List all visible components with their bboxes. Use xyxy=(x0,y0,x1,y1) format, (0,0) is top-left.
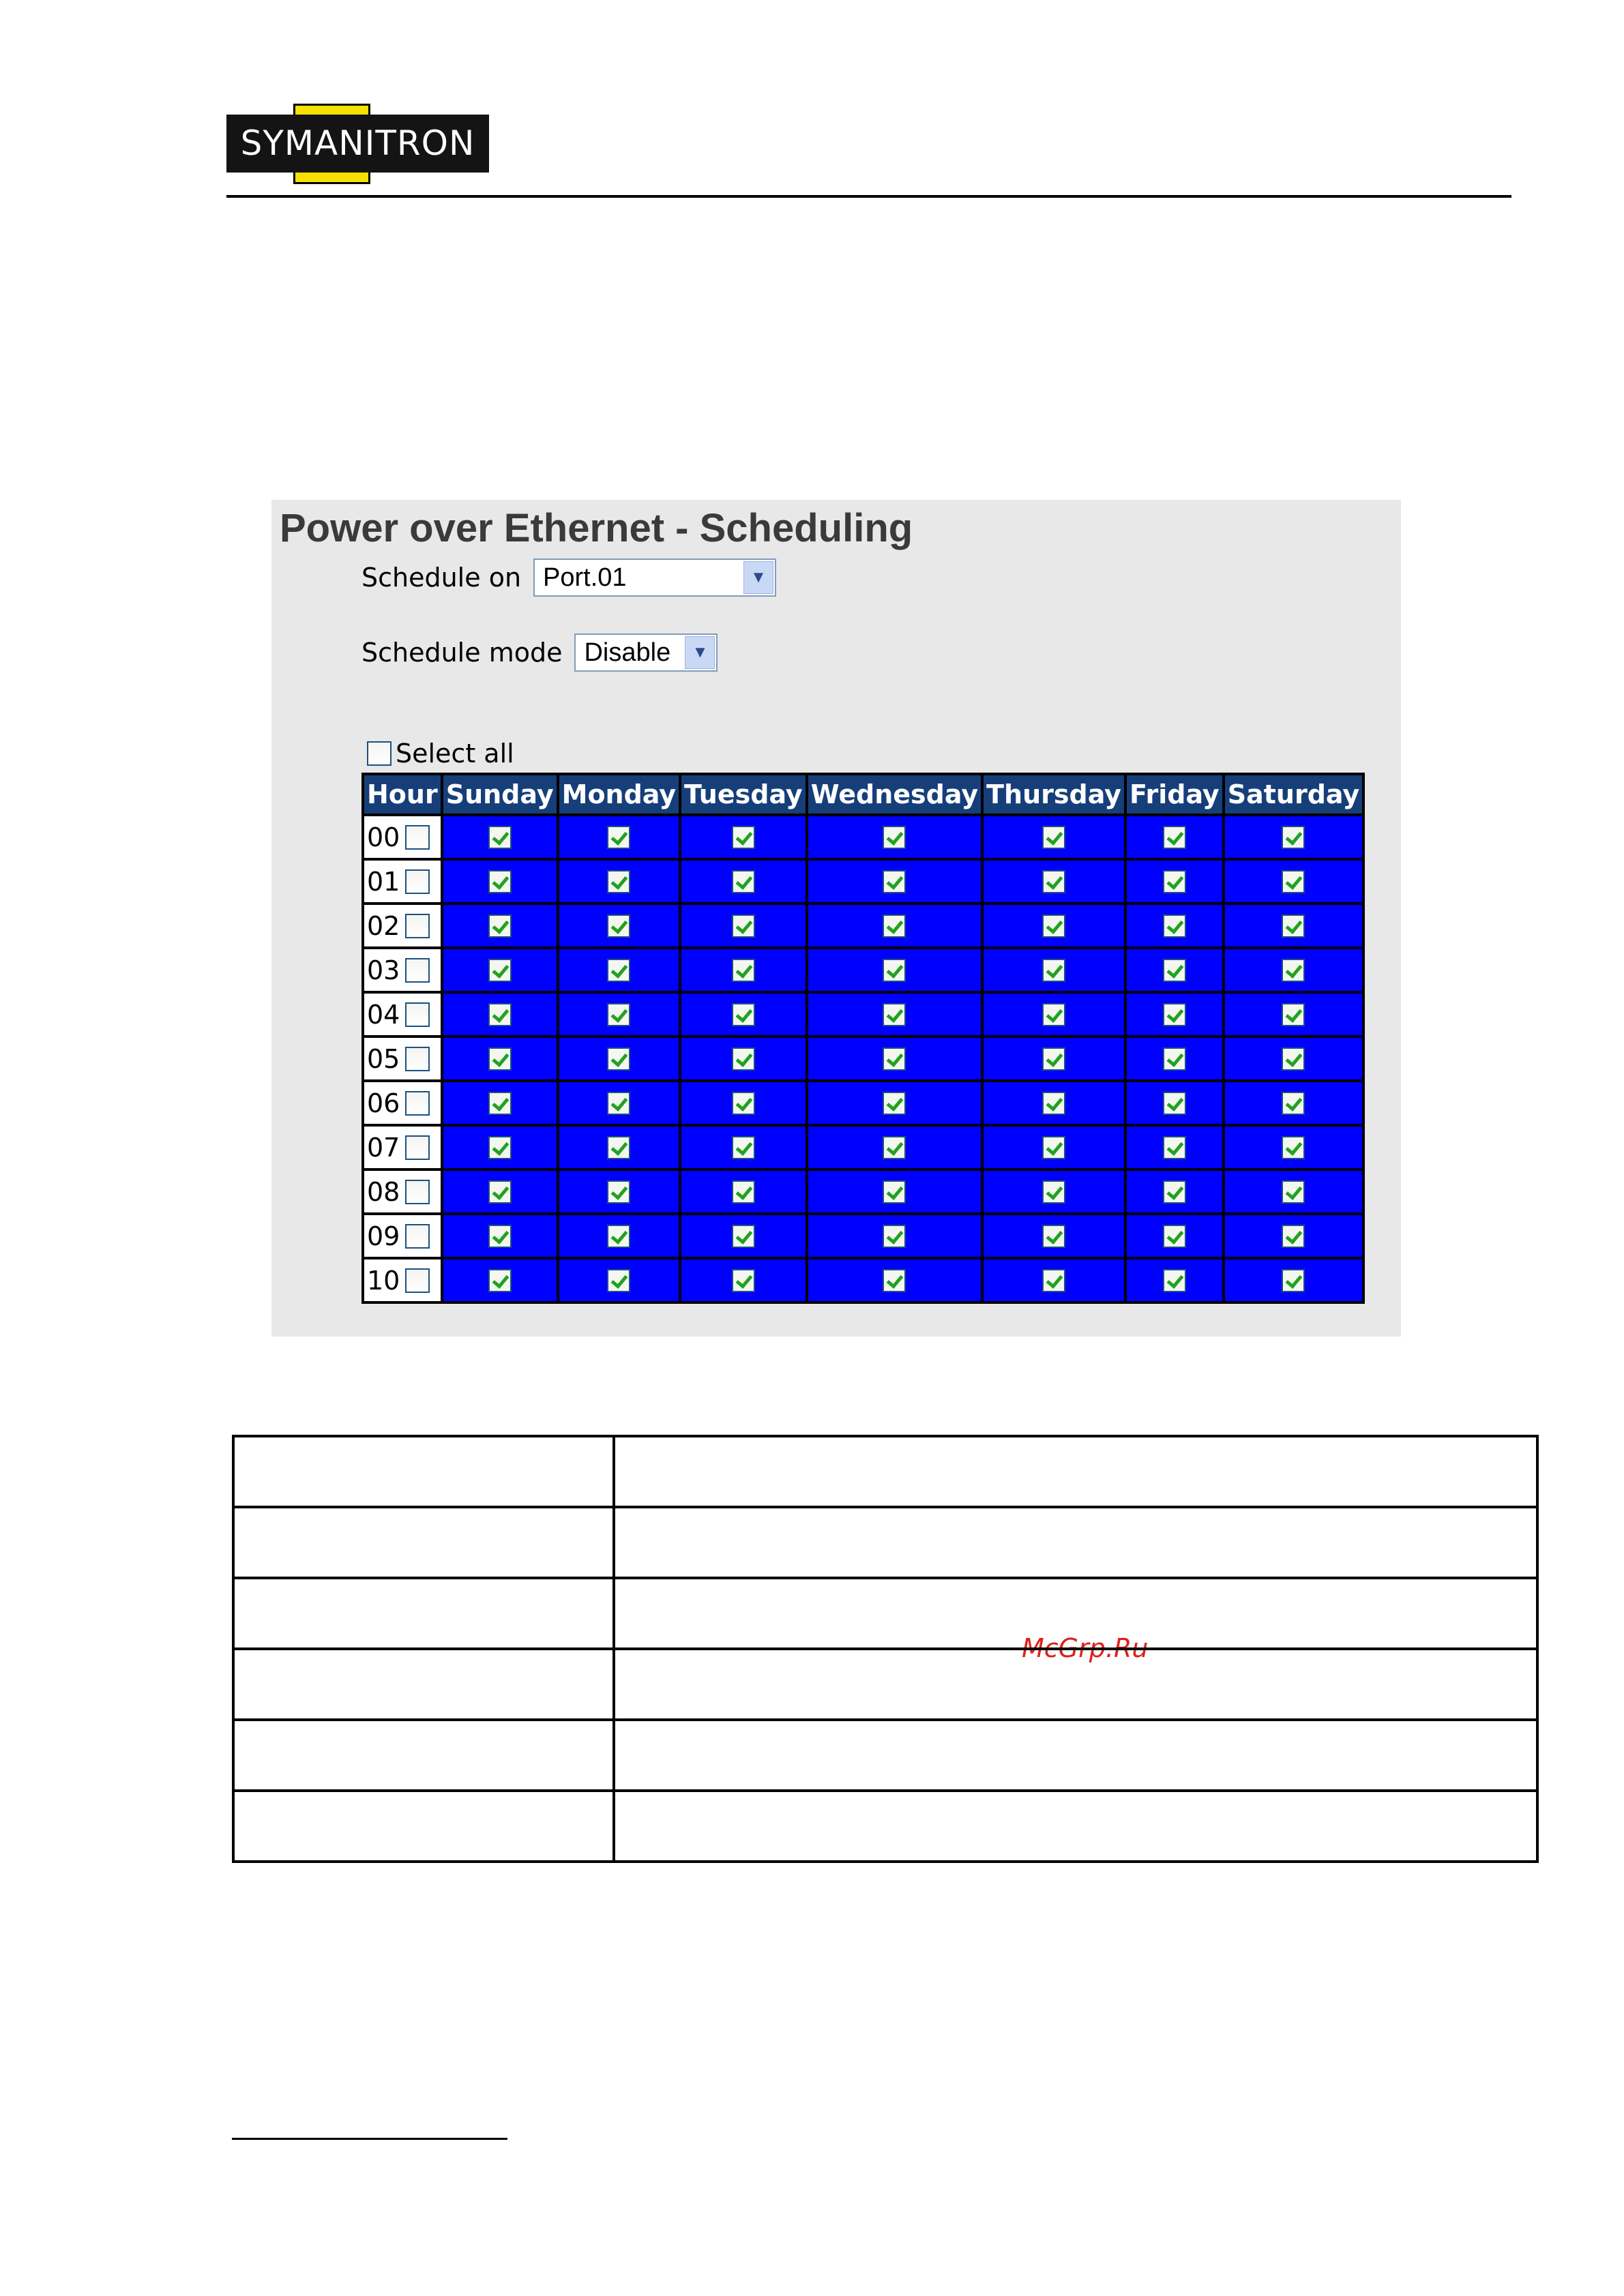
checked-checkbox-icon[interactable] xyxy=(1163,959,1186,982)
day-cell-tuesday xyxy=(680,1214,807,1258)
watermark: McGrp.Ru xyxy=(1022,1633,1149,1663)
day-cell-saturday xyxy=(1224,1037,1363,1081)
day-cell-friday xyxy=(1125,992,1224,1037)
checked-checkbox-icon[interactable] xyxy=(732,826,755,849)
day-cell-monday xyxy=(558,1037,680,1081)
schedule-table-header xyxy=(363,774,1363,815)
hour-cell-content xyxy=(364,1088,441,1118)
checked-checkbox-icon[interactable] xyxy=(1163,1092,1186,1115)
day-cell-thursday xyxy=(982,1081,1125,1125)
day-cell-thursday xyxy=(982,815,1125,859)
checked-checkbox-icon[interactable] xyxy=(1282,826,1305,849)
column-header-thursday: Thursday xyxy=(982,774,1125,815)
day-cell-saturday xyxy=(1224,1169,1363,1214)
checked-checkbox-icon[interactable] xyxy=(883,826,906,849)
day-cell-monday xyxy=(558,815,680,859)
checked-checkbox-icon[interactable] xyxy=(607,870,630,893)
day-cell-thursday xyxy=(982,992,1125,1037)
checked-checkbox-icon[interactable] xyxy=(1042,959,1065,982)
checked-checkbox-icon[interactable] xyxy=(607,1003,630,1026)
day-cell-sunday xyxy=(442,1037,558,1081)
checked-checkbox-icon[interactable] xyxy=(1163,1047,1186,1071)
checked-checkbox-icon[interactable] xyxy=(488,1092,512,1115)
hour-label: 02 xyxy=(367,910,400,941)
table-row xyxy=(363,1169,1363,1214)
schedule-mode-row xyxy=(361,633,718,672)
day-cell-wednesday xyxy=(807,1258,982,1302)
day-cell-thursday xyxy=(982,1125,1125,1169)
checked-checkbox-icon[interactable] xyxy=(1042,1092,1065,1115)
checked-checkbox-icon[interactable] xyxy=(1282,1225,1305,1248)
day-cell-saturday xyxy=(1224,1258,1363,1302)
day-cell-wednesday xyxy=(807,1214,982,1258)
hour-label: 05 xyxy=(367,1043,400,1074)
checked-checkbox-icon[interactable] xyxy=(1042,1225,1065,1248)
day-cell-sunday xyxy=(442,1169,558,1214)
hour-cell xyxy=(363,1169,442,1214)
column-header-sunday: Sunday xyxy=(442,774,558,815)
checked-checkbox-icon[interactable] xyxy=(607,1092,630,1115)
hour-row-checkbox[interactable] xyxy=(405,1268,430,1293)
hour-row-checkbox[interactable] xyxy=(405,914,430,938)
day-cell-thursday xyxy=(982,904,1125,948)
day-cell-sunday xyxy=(442,1258,558,1302)
day-cell-monday xyxy=(558,948,680,992)
hour-cell xyxy=(363,1037,442,1081)
checked-checkbox-icon[interactable] xyxy=(1282,1092,1305,1115)
checked-checkbox-icon[interactable] xyxy=(883,1047,906,1071)
day-cell-thursday xyxy=(982,1214,1125,1258)
hour-cell xyxy=(363,859,442,904)
checked-checkbox-icon[interactable] xyxy=(1042,1180,1065,1204)
table-row xyxy=(233,1791,1537,1862)
checked-checkbox-icon[interactable] xyxy=(883,959,906,982)
checked-checkbox-icon[interactable] xyxy=(883,1225,906,1248)
checked-checkbox-icon[interactable] xyxy=(883,1003,906,1026)
day-cell-monday xyxy=(558,1258,680,1302)
checked-checkbox-icon[interactable] xyxy=(1163,1180,1186,1204)
checked-checkbox-icon[interactable] xyxy=(488,1225,512,1248)
hour-cell-content xyxy=(364,1266,441,1296)
checked-checkbox-icon[interactable] xyxy=(732,1047,755,1071)
chevron-down-icon[interactable]: ▼ xyxy=(685,636,715,669)
table-row xyxy=(363,1037,1363,1081)
day-cell-saturday xyxy=(1224,1214,1363,1258)
day-cell-tuesday xyxy=(680,992,807,1037)
footnote-divider xyxy=(232,2138,507,2140)
hour-cell xyxy=(363,815,442,859)
hour-label: 09 xyxy=(367,1221,400,1251)
table-row xyxy=(233,1578,1537,1649)
hour-cell-content xyxy=(364,911,441,941)
day-cell-friday xyxy=(1125,815,1224,859)
day-cell-thursday xyxy=(982,1258,1125,1302)
checked-checkbox-icon[interactable] xyxy=(1163,870,1186,893)
table-row xyxy=(363,1258,1363,1302)
checked-checkbox-icon[interactable] xyxy=(1282,1047,1305,1071)
day-cell-monday xyxy=(558,904,680,948)
day-cell-monday xyxy=(558,992,680,1037)
hour-cell-content xyxy=(364,1000,441,1030)
day-cell-tuesday xyxy=(680,815,807,859)
checked-checkbox-icon[interactable] xyxy=(883,1180,906,1204)
hour-cell xyxy=(363,948,442,992)
day-cell-friday xyxy=(1125,1081,1224,1125)
checked-checkbox-icon[interactable] xyxy=(1282,1136,1305,1159)
checked-checkbox-icon[interactable] xyxy=(488,959,512,982)
page-title: Power over Ethernet - Scheduling xyxy=(280,506,913,550)
checked-checkbox-icon[interactable] xyxy=(1042,870,1065,893)
checked-checkbox-icon[interactable] xyxy=(488,1180,512,1204)
poe-scheduling-panel xyxy=(271,500,1401,1663)
checked-checkbox-icon[interactable] xyxy=(607,1180,630,1204)
day-cell-friday xyxy=(1125,1214,1224,1258)
day-cell-saturday xyxy=(1224,1081,1363,1125)
table-row xyxy=(363,859,1363,904)
hour-row-checkbox[interactable] xyxy=(405,1091,430,1116)
checked-checkbox-icon[interactable] xyxy=(607,1269,630,1292)
checked-checkbox-icon[interactable] xyxy=(607,914,630,938)
hour-cell xyxy=(363,992,442,1037)
hour-cell-content xyxy=(364,867,441,897)
schedule-on-row xyxy=(361,558,776,597)
day-cell-thursday xyxy=(982,859,1125,904)
schedule-on-label: Schedule on xyxy=(361,563,522,593)
schedule-on-value: Port.01 xyxy=(543,563,627,592)
checked-checkbox-icon[interactable] xyxy=(883,870,906,893)
day-cell-saturday xyxy=(1224,992,1363,1037)
day-cell-sunday xyxy=(442,992,558,1037)
day-cell-sunday xyxy=(442,948,558,992)
checked-checkbox-icon[interactable] xyxy=(883,1092,906,1115)
day-cell-tuesday xyxy=(680,1037,807,1081)
checked-checkbox-icon[interactable] xyxy=(1163,914,1186,938)
column-header-monday: Monday xyxy=(558,774,680,815)
hour-cell-content xyxy=(364,955,441,985)
checked-checkbox-icon[interactable] xyxy=(1042,1047,1065,1071)
day-cell-thursday xyxy=(982,1169,1125,1214)
table-row xyxy=(363,948,1363,992)
day-cell-sunday xyxy=(442,859,558,904)
day-cell-saturday xyxy=(1224,1125,1363,1169)
hour-row-checkbox[interactable] xyxy=(405,1002,430,1027)
day-cell-thursday xyxy=(982,948,1125,992)
checked-checkbox-icon[interactable] xyxy=(488,826,512,849)
hour-row-checkbox[interactable] xyxy=(405,1224,430,1249)
hour-row-checkbox[interactable] xyxy=(405,1047,430,1071)
hour-label: 08 xyxy=(367,1176,400,1207)
day-cell-wednesday xyxy=(807,859,982,904)
checked-checkbox-icon[interactable] xyxy=(607,1136,630,1159)
checked-checkbox-icon[interactable] xyxy=(1282,1269,1305,1292)
table-row xyxy=(233,1436,1537,1507)
table-row xyxy=(363,1125,1363,1169)
day-cell-wednesday xyxy=(807,904,982,948)
day-cell-saturday xyxy=(1224,859,1363,904)
day-cell-tuesday xyxy=(680,1258,807,1302)
checked-checkbox-icon[interactable] xyxy=(1282,870,1305,893)
checked-checkbox-icon[interactable] xyxy=(488,1047,512,1071)
table-row xyxy=(363,904,1363,948)
checked-checkbox-icon[interactable] xyxy=(732,1136,755,1159)
day-cell-tuesday xyxy=(680,1169,807,1214)
hour-row-checkbox[interactable] xyxy=(405,825,430,850)
day-cell-monday xyxy=(558,1125,680,1169)
schedule-table-body xyxy=(363,815,1363,1302)
table-row xyxy=(363,1214,1363,1258)
checked-checkbox-icon[interactable] xyxy=(732,1092,755,1115)
schedule-on-select[interactable] xyxy=(533,558,776,597)
checked-checkbox-icon[interactable] xyxy=(1042,1136,1065,1159)
day-cell-friday xyxy=(1125,948,1224,992)
day-cell-friday xyxy=(1125,904,1224,948)
day-cell-sunday xyxy=(442,1214,558,1258)
hour-label: 10 xyxy=(367,1265,400,1296)
checked-checkbox-icon[interactable] xyxy=(732,870,755,893)
day-cell-wednesday xyxy=(807,992,982,1037)
hour-cell-content xyxy=(364,1133,441,1163)
checked-checkbox-icon[interactable] xyxy=(1042,826,1065,849)
day-cell-friday xyxy=(1125,1169,1224,1214)
select-all-checkbox[interactable] xyxy=(367,741,392,766)
select-all-label: Select all xyxy=(396,739,514,769)
schedule-mode-value: Disable xyxy=(584,638,671,667)
checked-checkbox-icon[interactable] xyxy=(1042,1269,1065,1292)
checked-checkbox-icon[interactable] xyxy=(732,1180,755,1204)
day-cell-sunday xyxy=(442,1125,558,1169)
logo-text: SYMANITRON xyxy=(240,123,475,163)
hour-row-checkbox[interactable] xyxy=(405,1180,430,1204)
table-row xyxy=(233,1507,1537,1578)
chevron-down-icon[interactable]: ▼ xyxy=(743,561,773,594)
day-cell-wednesday xyxy=(807,948,982,992)
column-header-wednesday: Wednesday xyxy=(807,774,982,815)
hour-label: 03 xyxy=(367,955,400,985)
symanitron-logo xyxy=(226,104,489,184)
checked-checkbox-icon[interactable] xyxy=(488,1003,512,1026)
checked-checkbox-icon[interactable] xyxy=(488,870,512,893)
table-row xyxy=(233,1720,1537,1791)
checked-checkbox-icon[interactable] xyxy=(732,1269,755,1292)
hour-cell xyxy=(363,1125,442,1169)
day-cell-tuesday xyxy=(680,948,807,992)
hour-cell xyxy=(363,1214,442,1258)
checked-checkbox-icon[interactable] xyxy=(732,914,755,938)
day-cell-wednesday xyxy=(807,1125,982,1169)
day-cell-sunday xyxy=(442,904,558,948)
description-table xyxy=(232,1435,1539,1863)
schedule-mode-select[interactable] xyxy=(574,633,718,672)
table-row xyxy=(363,992,1363,1037)
checked-checkbox-icon[interactable] xyxy=(1042,914,1065,938)
checked-checkbox-icon[interactable] xyxy=(1282,1003,1305,1026)
checked-checkbox-icon[interactable] xyxy=(732,959,755,982)
schedule-table xyxy=(361,773,1365,1304)
day-cell-thursday xyxy=(982,1037,1125,1081)
checked-checkbox-icon[interactable] xyxy=(488,1269,512,1292)
column-header-hour: Hour xyxy=(363,774,442,815)
day-cell-monday xyxy=(558,859,680,904)
table-row xyxy=(233,1649,1537,1720)
checked-checkbox-icon[interactable] xyxy=(607,1225,630,1248)
checked-checkbox-icon[interactable] xyxy=(488,914,512,938)
checked-checkbox-icon[interactable] xyxy=(732,1225,755,1248)
hour-label: 01 xyxy=(367,866,400,897)
select-all-row xyxy=(367,739,514,769)
checked-checkbox-icon[interactable] xyxy=(883,1269,906,1292)
day-cell-friday xyxy=(1125,1125,1224,1169)
checked-checkbox-icon[interactable] xyxy=(1163,1136,1186,1159)
day-cell-tuesday xyxy=(680,904,807,948)
hour-label: 00 xyxy=(367,822,400,852)
header-divider xyxy=(226,195,1511,198)
checked-checkbox-icon[interactable] xyxy=(1163,1269,1186,1292)
day-cell-friday xyxy=(1125,1258,1224,1302)
day-cell-saturday xyxy=(1224,815,1363,859)
day-cell-saturday xyxy=(1224,904,1363,948)
checked-checkbox-icon[interactable] xyxy=(1163,826,1186,849)
day-cell-wednesday xyxy=(807,1081,982,1125)
column-header-saturday: Saturday xyxy=(1224,774,1363,815)
day-cell-monday xyxy=(558,1214,680,1258)
day-cell-friday xyxy=(1125,859,1224,904)
hour-cell-content xyxy=(364,822,441,852)
hour-label: 06 xyxy=(367,1088,400,1118)
hour-row-checkbox[interactable] xyxy=(405,958,430,983)
checked-checkbox-icon[interactable] xyxy=(607,826,630,849)
day-cell-wednesday xyxy=(807,1169,982,1214)
checked-checkbox-icon[interactable] xyxy=(1042,1003,1065,1026)
day-cell-monday xyxy=(558,1081,680,1125)
checked-checkbox-icon[interactable] xyxy=(1282,1180,1305,1204)
column-header-tuesday: Tuesday xyxy=(680,774,807,815)
hour-cell xyxy=(363,1258,442,1302)
hour-cell xyxy=(363,1081,442,1125)
day-cell-wednesday xyxy=(807,815,982,859)
day-cell-wednesday xyxy=(807,1037,982,1081)
checked-checkbox-icon[interactable] xyxy=(607,959,630,982)
hour-cell-content xyxy=(364,1044,441,1074)
hour-row-checkbox[interactable] xyxy=(405,1135,430,1160)
checked-checkbox-icon[interactable] xyxy=(1282,959,1305,982)
column-header-friday: Friday xyxy=(1125,774,1224,815)
day-cell-friday xyxy=(1125,1037,1224,1081)
day-cell-tuesday xyxy=(680,1081,807,1125)
checked-checkbox-icon[interactable] xyxy=(607,1047,630,1071)
hour-row-checkbox[interactable] xyxy=(405,869,430,894)
day-cell-sunday xyxy=(442,815,558,859)
table-row xyxy=(363,815,1363,859)
hour-label: 07 xyxy=(367,1132,400,1163)
table-row xyxy=(363,1081,1363,1125)
checked-checkbox-icon[interactable] xyxy=(1282,914,1305,938)
checked-checkbox-icon[interactable] xyxy=(883,914,906,938)
checked-checkbox-icon[interactable] xyxy=(1163,1225,1186,1248)
schedule-mode-label: Schedule mode xyxy=(361,638,563,668)
day-cell-saturday xyxy=(1224,948,1363,992)
checked-checkbox-icon[interactable] xyxy=(488,1136,512,1159)
hour-cell-content xyxy=(364,1221,441,1251)
hour-label: 04 xyxy=(367,999,400,1030)
day-cell-sunday xyxy=(442,1081,558,1125)
hour-cell xyxy=(363,904,442,948)
checked-checkbox-icon[interactable] xyxy=(732,1003,755,1026)
checked-checkbox-icon[interactable] xyxy=(883,1136,906,1159)
day-cell-monday xyxy=(558,1169,680,1214)
day-cell-tuesday xyxy=(680,1125,807,1169)
checked-checkbox-icon[interactable] xyxy=(1163,1003,1186,1026)
day-cell-tuesday xyxy=(680,859,807,904)
hour-cell-content xyxy=(364,1177,441,1207)
